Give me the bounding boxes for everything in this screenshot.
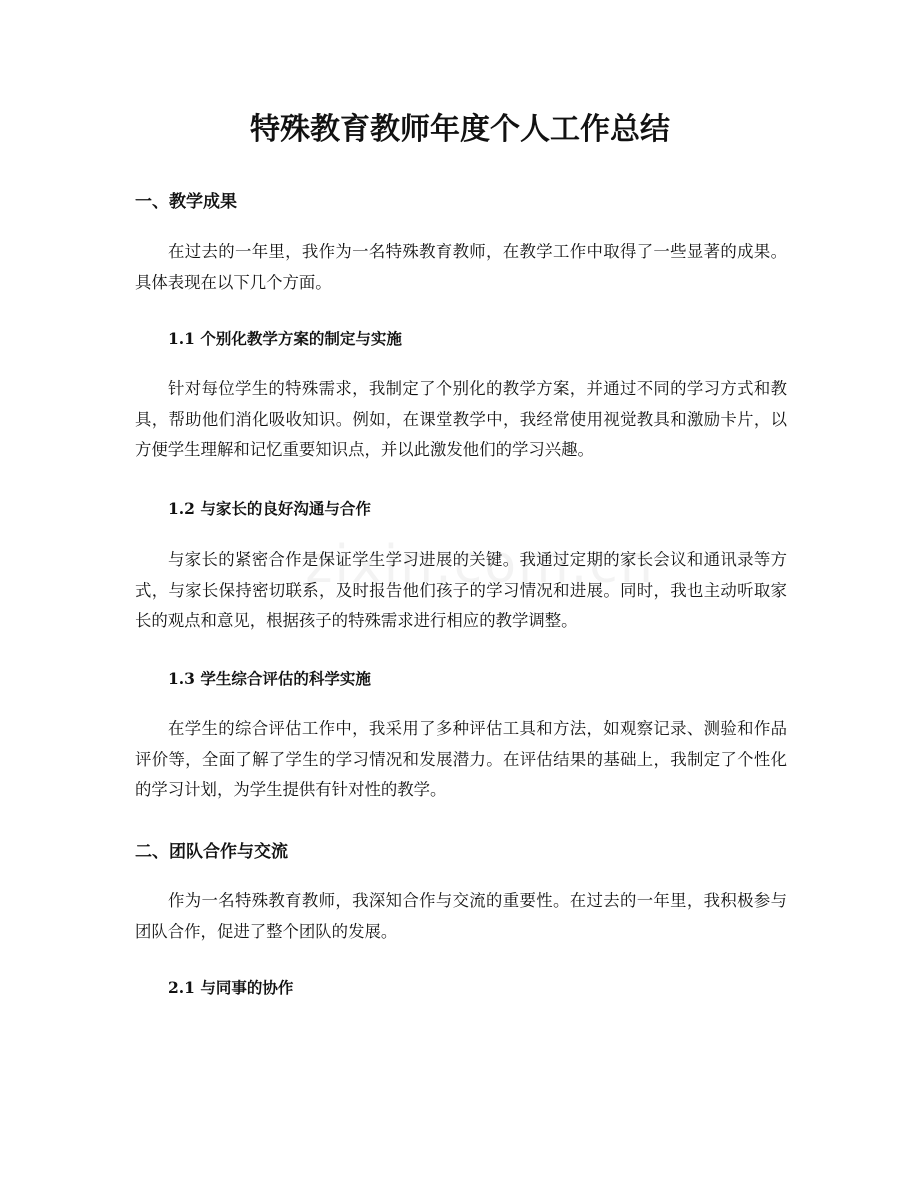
subsection-text-1-3: 在学生的综合评估工作中，我采用了多种评估工具和方法，如观察记录、测验和作品评价等，全面了解了学生的学习情况和发展潜力。在评估结果的基础上，我制定了个性化的学习计划，为学生提供有针对性的教学。 bbox=[135, 719, 787, 799]
document-title: 特殊教育教师年度个人工作总结 bbox=[250, 112, 670, 147]
subsection-text-1-1: 针对每位学生的特殊需求，我制定了个别化的教学方案，并通过不同的学习方式和教具，帮助他们消化吸收知识。例如，在课堂教学中，我经常使用视觉教具和激励卡片，以方便学生理解和记忆重要知识点，并以此激发他们的学习兴趣。 bbox=[135, 379, 787, 459]
subsection-heading-2-1: 2.1 与同事的协作 bbox=[168, 978, 294, 997]
subsection-heading-1-1: 1.1 个别化教学方案的制定与实施 bbox=[168, 329, 402, 348]
subsection-heading-1-3: 1.3 学生综合评估的科学实施 bbox=[168, 669, 371, 688]
section-intro-teaching-results: 在过去的一年里，我作为一名特殊教育教师，在教学工作中取得了一些显著的成果。具体表现在以下几个方面。 bbox=[135, 242, 787, 292]
section-heading-teaching-results: 一、教学成果 bbox=[135, 192, 237, 212]
section-heading-teamwork: 二、团队合作与交流 bbox=[135, 842, 288, 862]
subsection-heading-1-2: 1.2 与家长的良好沟通与合作 bbox=[168, 499, 371, 518]
section-intro-teamwork: 作为一名特殊教育教师，我深知合作与交流的重要性。在过去的一年里，我积极参与团队合作，促进了整个团队的发展。 bbox=[135, 891, 787, 941]
subsection-text-1-2: 与家长的紧密合作是保证学生学习进展的关键。我通过定期的家长会议和通讯录等方式，与家长保持密切联系，及时报告他们孩子的学习情况和进展。同时，我也主动听取家长的观点和意见，根据孩子的特殊需求进行相应的教学调整。 bbox=[135, 550, 787, 630]
